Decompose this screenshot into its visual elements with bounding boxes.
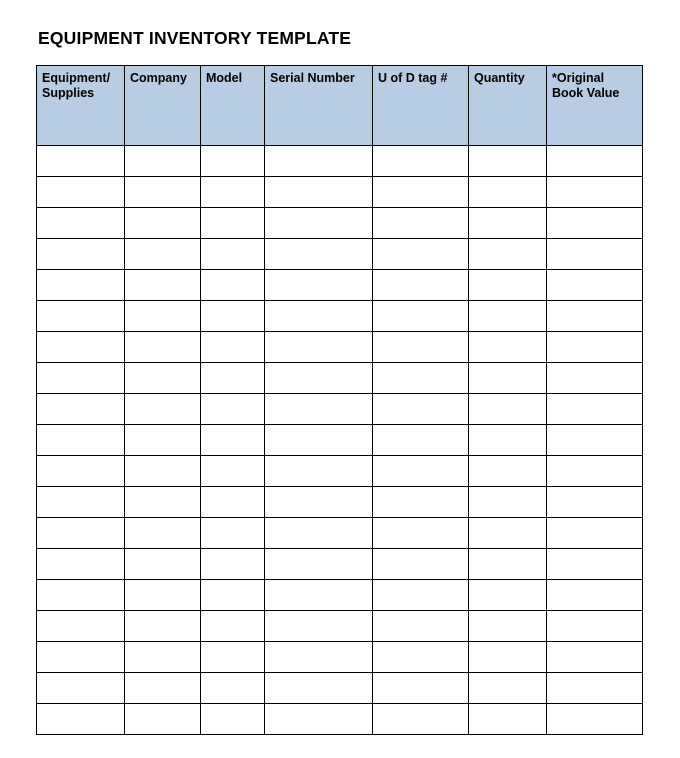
table-cell[interactable] (469, 673, 547, 704)
table-row (37, 363, 643, 394)
table-cell[interactable] (125, 208, 201, 239)
table-cell[interactable] (547, 394, 643, 425)
column-header-u-of-d-tag: U of D tag # (373, 66, 469, 146)
table-cell[interactable] (125, 146, 201, 177)
table-cell[interactable] (125, 487, 201, 518)
table-cell[interactable] (373, 146, 469, 177)
table-row (37, 332, 643, 363)
table-header (37, 66, 643, 146)
table-cell[interactable] (37, 363, 125, 394)
table-cell[interactable] (265, 146, 373, 177)
table-cell[interactable] (201, 270, 265, 301)
table-cell[interactable] (201, 642, 265, 673)
table-row (37, 146, 643, 177)
table-row (37, 642, 643, 673)
table-cell[interactable] (201, 518, 265, 549)
table-cell[interactable] (373, 301, 469, 332)
table-cell[interactable] (373, 239, 469, 270)
table-cell[interactable] (125, 704, 201, 735)
table-cell[interactable] (547, 301, 643, 332)
table-cell[interactable] (265, 580, 373, 611)
table-cell[interactable] (265, 332, 373, 363)
table-cell[interactable] (547, 487, 643, 518)
table-cell[interactable] (469, 425, 547, 456)
table-cell[interactable] (547, 208, 643, 239)
table-cell[interactable] (125, 673, 201, 704)
table-cell[interactable] (125, 301, 201, 332)
table-row (37, 425, 643, 456)
table-row (37, 177, 643, 208)
table-cell[interactable] (265, 239, 373, 270)
table-cell[interactable] (201, 673, 265, 704)
table-cell[interactable] (37, 239, 125, 270)
table-cell[interactable] (469, 456, 547, 487)
table-cell[interactable] (469, 208, 547, 239)
table-cell[interactable] (373, 456, 469, 487)
table-cell[interactable] (547, 549, 643, 580)
table-cell[interactable] (469, 177, 547, 208)
table-cell[interactable] (547, 146, 643, 177)
table-cell[interactable] (125, 549, 201, 580)
table-cell[interactable] (547, 425, 643, 456)
column-header-model: Model (201, 66, 265, 146)
table-row (37, 611, 643, 642)
table-cell[interactable] (265, 208, 373, 239)
table-row (37, 549, 643, 580)
table-row (37, 270, 643, 301)
table-cell[interactable] (201, 301, 265, 332)
table-cell[interactable] (201, 425, 265, 456)
table-cell[interactable] (547, 177, 643, 208)
table-cell[interactable] (37, 642, 125, 673)
table-cell[interactable] (265, 301, 373, 332)
table-cell[interactable] (373, 363, 469, 394)
table-cell[interactable] (265, 704, 373, 735)
table-cell[interactable] (125, 239, 201, 270)
table-cell[interactable] (265, 487, 373, 518)
table-cell[interactable] (125, 580, 201, 611)
table-cell[interactable] (469, 642, 547, 673)
table-cell[interactable] (469, 704, 547, 735)
table-cell[interactable] (37, 301, 125, 332)
table-cell[interactable] (125, 332, 201, 363)
table-cell[interactable] (37, 673, 125, 704)
table-cell[interactable] (373, 487, 469, 518)
table-cell[interactable] (373, 611, 469, 642)
table-cell[interactable] (37, 487, 125, 518)
table-cell[interactable] (201, 332, 265, 363)
table-cell[interactable] (201, 363, 265, 394)
table-cell[interactable] (37, 580, 125, 611)
table-body (37, 146, 643, 735)
table-cell[interactable] (265, 425, 373, 456)
table-cell[interactable] (201, 177, 265, 208)
table-cell[interactable] (373, 177, 469, 208)
table-row (37, 301, 643, 332)
table-cell[interactable] (265, 642, 373, 673)
table-cell[interactable] (37, 611, 125, 642)
table-cell[interactable] (469, 332, 547, 363)
table-cell[interactable] (469, 363, 547, 394)
table-cell[interactable] (373, 332, 469, 363)
table-cell[interactable] (547, 673, 643, 704)
table-cell[interactable] (125, 425, 201, 456)
table-cell[interactable] (265, 611, 373, 642)
table-cell[interactable] (547, 611, 643, 642)
table-cell[interactable] (125, 456, 201, 487)
table-cell[interactable] (125, 642, 201, 673)
table-cell[interactable] (125, 611, 201, 642)
table-cell[interactable] (265, 518, 373, 549)
table-cell[interactable] (469, 394, 547, 425)
table-cell[interactable] (373, 549, 469, 580)
table-cell[interactable] (373, 394, 469, 425)
table-cell[interactable] (469, 549, 547, 580)
column-header-serial-number: Serial Number (265, 66, 373, 146)
table-cell[interactable] (125, 518, 201, 549)
table-row (37, 208, 643, 239)
column-header-equipment-supplies: Equipment/ Supplies (37, 66, 125, 146)
table-cell[interactable] (373, 518, 469, 549)
table-cell[interactable] (265, 673, 373, 704)
table-cell[interactable] (547, 456, 643, 487)
table-cell[interactable] (547, 580, 643, 611)
table-header-row (37, 66, 643, 146)
table-row (37, 673, 643, 704)
table-cell[interactable] (469, 580, 547, 611)
table-cell[interactable] (373, 270, 469, 301)
table-row (37, 704, 643, 735)
table-cell[interactable] (373, 580, 469, 611)
table-cell[interactable] (373, 704, 469, 735)
table-cell[interactable] (201, 611, 265, 642)
table-cell[interactable] (201, 487, 265, 518)
table-cell[interactable] (547, 270, 643, 301)
table-cell[interactable] (469, 518, 547, 549)
table-cell[interactable] (125, 394, 201, 425)
table-row (37, 580, 643, 611)
table-cell[interactable] (125, 363, 201, 394)
table-cell[interactable] (37, 704, 125, 735)
table-row (37, 487, 643, 518)
table-cell[interactable] (469, 270, 547, 301)
table-cell[interactable] (125, 270, 201, 301)
table-row (37, 518, 643, 549)
column-header-quantity: Quantity (469, 66, 547, 146)
table-cell[interactable] (547, 518, 643, 549)
table-cell[interactable] (125, 177, 201, 208)
table-cell[interactable] (37, 394, 125, 425)
table-cell[interactable] (201, 580, 265, 611)
table-cell[interactable] (201, 146, 265, 177)
table-cell[interactable] (201, 239, 265, 270)
table-cell[interactable] (547, 332, 643, 363)
column-header-company: Company (125, 66, 201, 146)
table-cell[interactable] (37, 518, 125, 549)
table-cell[interactable] (469, 611, 547, 642)
table-cell[interactable] (37, 146, 125, 177)
table-cell[interactable] (373, 673, 469, 704)
table-cell[interactable] (547, 239, 643, 270)
table-cell[interactable] (201, 394, 265, 425)
table-cell[interactable] (265, 456, 373, 487)
table-cell[interactable] (265, 394, 373, 425)
table-row (37, 239, 643, 270)
table-cell[interactable] (37, 332, 125, 363)
table-cell[interactable] (37, 177, 125, 208)
column-header-original-book-value: *Original Book Value (547, 66, 643, 146)
table-cell[interactable] (265, 363, 373, 394)
page-title: EQUIPMENT INVENTORY TEMPLATE (38, 28, 352, 48)
table-row (37, 394, 643, 425)
table-cell[interactable] (373, 425, 469, 456)
table-cell[interactable] (201, 456, 265, 487)
table-cell[interactable] (37, 456, 125, 487)
table-cell[interactable] (547, 704, 643, 735)
table-cell[interactable] (201, 208, 265, 239)
table-cell[interactable] (469, 301, 547, 332)
table-cell[interactable] (469, 239, 547, 270)
table-cell[interactable] (373, 208, 469, 239)
table-cell[interactable] (265, 549, 373, 580)
table-cell[interactable] (265, 177, 373, 208)
table-cell[interactable] (547, 642, 643, 673)
table-cell[interactable] (547, 363, 643, 394)
table-cell[interactable] (265, 270, 373, 301)
table-cell[interactable] (201, 549, 265, 580)
table-cell[interactable] (37, 270, 125, 301)
table-cell[interactable] (469, 146, 547, 177)
table-cell[interactable] (37, 208, 125, 239)
table-cell[interactable] (37, 425, 125, 456)
equipment-inventory-table (36, 65, 643, 735)
table-cell[interactable] (201, 704, 265, 735)
table-cell[interactable] (373, 642, 469, 673)
table-cell[interactable] (37, 549, 125, 580)
table-row (37, 456, 643, 487)
table-cell[interactable] (469, 487, 547, 518)
